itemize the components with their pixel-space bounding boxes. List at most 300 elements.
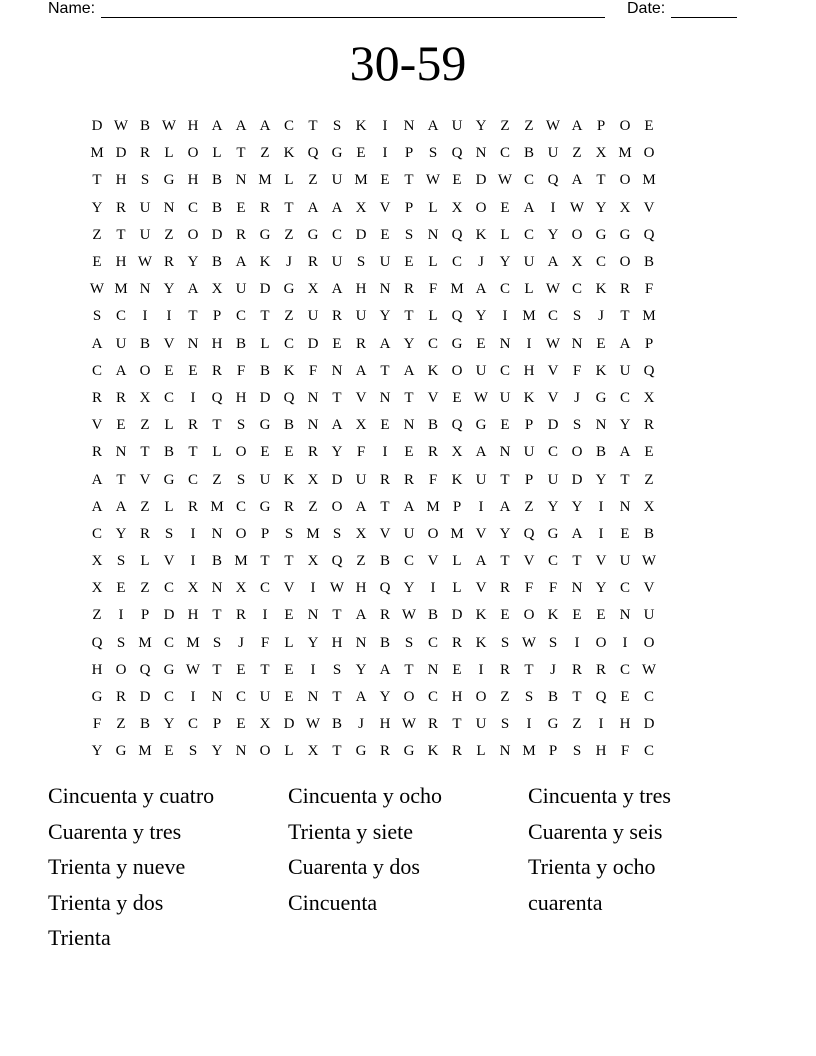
grid-letter[interactable]: Q [523, 525, 535, 542]
grid-letter[interactable]: C [427, 689, 438, 706]
grid-letter[interactable]: L [428, 308, 438, 325]
grid-letter[interactable]: E [572, 607, 582, 624]
grid-letter[interactable]: R [259, 199, 270, 216]
grid-letter[interactable]: R [91, 444, 102, 461]
grid-letter[interactable]: T [332, 689, 342, 706]
grid-letter[interactable]: X [235, 580, 247, 597]
grid-letter[interactable]: A [355, 607, 367, 624]
grid-letter[interactable]: R [355, 335, 366, 352]
grid-letter[interactable]: Q [451, 417, 463, 434]
grid-letter[interactable]: F [428, 281, 438, 298]
grid-letter[interactable]: E [404, 444, 414, 461]
grid-letter[interactable]: W [113, 118, 129, 135]
grid-letter[interactable]: Z [572, 716, 582, 733]
grid-letter[interactable]: C [427, 634, 438, 651]
grid-letter[interactable]: Z [524, 118, 534, 135]
grid-letter[interactable]: I [598, 716, 604, 733]
grid-letter[interactable]: S [500, 716, 510, 733]
grid-letter[interactable]: Y [475, 308, 487, 325]
grid-letter[interactable]: X [643, 389, 655, 406]
grid-letter[interactable]: C [571, 281, 582, 298]
grid-letter[interactable]: P [140, 607, 150, 624]
grid-letter[interactable]: L [476, 743, 486, 760]
grid-letter[interactable]: S [164, 525, 174, 542]
grid-letter[interactable]: G [307, 226, 319, 243]
grid-letter[interactable]: B [139, 716, 150, 733]
grid-letter[interactable]: E [236, 661, 246, 678]
grid-letter[interactable]: N [499, 743, 511, 760]
grid-letter[interactable]: Q [451, 226, 463, 243]
grid-letter[interactable]: L [164, 417, 174, 434]
grid-letter[interactable]: K [283, 471, 295, 488]
grid-letter[interactable]: O [115, 661, 127, 678]
grid-letter[interactable]: S [548, 634, 558, 651]
grid-letter[interactable]: R [403, 281, 414, 298]
grid-letter[interactable]: Y [331, 444, 343, 461]
grid-letter[interactable]: X [139, 389, 151, 406]
grid-letter[interactable]: A [547, 254, 559, 271]
grid-letter[interactable]: F [92, 716, 102, 733]
grid-letter[interactable]: G [91, 689, 103, 706]
grid-letter[interactable]: I [598, 525, 604, 542]
grid-letter[interactable]: V [427, 553, 439, 570]
grid-letter[interactable]: P [524, 471, 534, 488]
grid-letter[interactable]: N [163, 199, 175, 216]
grid-letter[interactable]: F [644, 281, 654, 298]
grid-letter[interactable]: I [574, 634, 580, 651]
grid-letter[interactable]: E [404, 254, 414, 271]
grid-letter[interactable]: T [212, 607, 222, 624]
grid-letter[interactable]: E [284, 607, 294, 624]
grid-letter[interactable]: A [379, 661, 391, 678]
grid-letter[interactable]: E [380, 172, 390, 189]
grid-letter[interactable]: S [572, 308, 582, 325]
grid-letter[interactable]: A [403, 362, 415, 379]
grid-letter[interactable]: J [478, 254, 484, 271]
grid-letter[interactable]: V [595, 553, 607, 570]
grid-letter[interactable]: Q [643, 362, 655, 379]
grid-letter[interactable]: A [331, 199, 343, 216]
grid-letter[interactable]: E [596, 335, 606, 352]
grid-letter[interactable]: B [259, 362, 270, 379]
grid-letter[interactable]: H [355, 281, 367, 298]
grid-letter[interactable]: C [163, 389, 174, 406]
grid-letter[interactable]: Z [284, 226, 294, 243]
grid-letter[interactable]: U [139, 226, 151, 243]
grid-letter[interactable]: T [332, 389, 342, 406]
grid-letter[interactable]: W [425, 172, 441, 189]
grid-letter[interactable]: I [502, 308, 508, 325]
grid-letter[interactable]: C [163, 689, 174, 706]
grid-letter[interactable]: I [526, 335, 532, 352]
grid-letter[interactable]: M [186, 634, 200, 651]
grid-letter[interactable]: X [211, 281, 223, 298]
grid-letter[interactable]: F [572, 362, 582, 379]
grid-letter[interactable]: E [236, 199, 246, 216]
grid-letter[interactable]: U [331, 254, 343, 271]
grid-letter[interactable]: Z [164, 226, 174, 243]
grid-letter[interactable]: R [235, 226, 246, 243]
grid-letter[interactable]: E [500, 607, 510, 624]
grid-letter[interactable]: Y [547, 498, 559, 515]
grid-letter[interactable]: V [139, 471, 151, 488]
grid-letter[interactable]: H [379, 716, 391, 733]
grid-letter[interactable]: B [427, 417, 438, 434]
grid-letter[interactable]: I [478, 661, 484, 678]
grid-letter[interactable]: M [234, 553, 248, 570]
grid-letter[interactable]: L [164, 498, 174, 515]
grid-letter[interactable]: T [188, 444, 198, 461]
grid-letter[interactable]: D [355, 226, 367, 243]
grid-letter[interactable]: Q [331, 553, 343, 570]
grid-letter[interactable]: U [451, 118, 463, 135]
grid-letter[interactable]: T [380, 498, 390, 515]
grid-letter[interactable]: X [643, 498, 655, 515]
grid-letter[interactable]: K [259, 254, 271, 271]
grid-letter[interactable]: A [475, 553, 487, 570]
grid-letter[interactable]: E [452, 172, 462, 189]
grid-letter[interactable]: P [644, 335, 654, 352]
grid-letter[interactable]: X [307, 281, 319, 298]
grid-letter[interactable]: Z [140, 417, 150, 434]
grid-letter[interactable]: Q [307, 145, 319, 162]
grid-letter[interactable]: O [187, 226, 199, 243]
grid-letter[interactable]: C [283, 118, 294, 135]
grid-letter[interactable]: E [164, 743, 174, 760]
grid-letter[interactable]: J [550, 661, 556, 678]
grid-letter[interactable]: A [259, 118, 271, 135]
grid-letter[interactable]: S [404, 634, 414, 651]
grid-letter[interactable]: T [596, 172, 606, 189]
grid-letter[interactable]: N [307, 389, 319, 406]
grid-letter[interactable]: N [211, 525, 223, 542]
grid-letter[interactable]: Q [379, 580, 391, 597]
grid-letter[interactable]: S [188, 743, 198, 760]
grid-letter[interactable]: M [522, 743, 536, 760]
grid-letter[interactable]: I [190, 389, 196, 406]
grid-letter[interactable]: K [595, 362, 607, 379]
grid-letter[interactable]: L [500, 226, 510, 243]
grid-letter[interactable]: R [643, 417, 654, 434]
grid-letter[interactable]: T [140, 444, 150, 461]
grid-letter[interactable]: F [308, 362, 318, 379]
grid-letter[interactable]: U [619, 553, 631, 570]
grid-letter[interactable]: R [619, 281, 630, 298]
grid-letter[interactable]: N [619, 607, 631, 624]
grid-letter[interactable]: Y [595, 199, 607, 216]
grid-letter[interactable]: H [211, 335, 223, 352]
grid-letter[interactable]: Y [403, 335, 415, 352]
grid-letter[interactable]: S [236, 471, 246, 488]
grid-letter[interactable]: O [259, 743, 271, 760]
grid-letter[interactable]: T [500, 553, 510, 570]
grid-letter[interactable]: T [572, 553, 582, 570]
grid-letter[interactable]: Z [500, 118, 510, 135]
grid-letter[interactable]: L [260, 335, 270, 352]
grid-letter[interactable]: E [452, 389, 462, 406]
grid-letter[interactable]: E [356, 145, 366, 162]
grid-letter[interactable]: D [451, 607, 463, 624]
grid-letter[interactable]: P [404, 145, 414, 162]
grid-letter[interactable]: O [187, 145, 199, 162]
grid-letter[interactable]: D [475, 172, 487, 189]
grid-letter[interactable]: M [354, 172, 368, 189]
grid-letter[interactable]: C [187, 199, 198, 216]
grid-letter[interactable]: U [619, 362, 631, 379]
grid-letter[interactable]: X [571, 254, 583, 271]
grid-letter[interactable]: Z [92, 607, 102, 624]
grid-letter[interactable]: Y [211, 743, 223, 760]
grid-letter[interactable]: S [284, 525, 294, 542]
grid-letter[interactable]: K [475, 634, 487, 651]
grid-letter[interactable]: L [212, 444, 222, 461]
grid-letter[interactable]: U [547, 471, 559, 488]
grid-letter[interactable]: Z [644, 471, 654, 488]
grid-letter[interactable]: V [643, 580, 655, 597]
grid-letter[interactable]: L [452, 580, 462, 597]
grid-letter[interactable]: J [574, 389, 580, 406]
grid-letter[interactable]: C [331, 226, 342, 243]
grid-letter[interactable]: I [550, 199, 556, 216]
grid-letter[interactable]: B [163, 444, 174, 461]
grid-letter[interactable]: C [163, 580, 174, 597]
grid-letter[interactable]: R [91, 389, 102, 406]
grid-letter[interactable]: G [163, 661, 175, 678]
grid-letter[interactable]: B [235, 335, 246, 352]
grid-letter[interactable]: Z [140, 580, 150, 597]
grid-letter[interactable]: Z [308, 498, 318, 515]
grid-letter[interactable]: W [641, 553, 657, 570]
grid-letter[interactable]: K [427, 743, 439, 760]
grid-letter[interactable]: Q [91, 634, 103, 651]
grid-letter[interactable]: E [284, 689, 294, 706]
grid-letter[interactable]: D [571, 471, 583, 488]
grid-letter[interactable]: W [521, 634, 537, 651]
grid-letter[interactable]: N [307, 689, 319, 706]
grid-letter[interactable]: N [307, 607, 319, 624]
grid-letter[interactable]: B [211, 254, 222, 271]
grid-letter[interactable]: C [235, 498, 246, 515]
grid-letter[interactable]: Y [499, 254, 511, 271]
grid-letter[interactable]: X [355, 525, 367, 542]
grid-letter[interactable]: X [307, 471, 319, 488]
grid-letter[interactable]: X [91, 580, 103, 597]
grid-letter[interactable]: C [499, 281, 510, 298]
grid-letter[interactable]: N [427, 661, 439, 678]
grid-letter[interactable]: E [188, 362, 198, 379]
grid-letter[interactable]: V [547, 389, 559, 406]
grid-letter[interactable]: R [451, 634, 462, 651]
grid-letter[interactable]: P [212, 308, 222, 325]
grid-letter[interactable]: C [451, 254, 462, 271]
grid-letter[interactable]: F [524, 580, 534, 597]
grid-letter[interactable]: U [523, 254, 535, 271]
grid-letter[interactable]: O [403, 689, 415, 706]
grid-letter[interactable]: M [426, 498, 440, 515]
grid-letter[interactable]: H [91, 661, 103, 678]
grid-letter[interactable]: Z [308, 172, 318, 189]
grid-letter[interactable]: M [642, 172, 656, 189]
grid-letter[interactable]: R [379, 607, 390, 624]
grid-letter[interactable]: R [499, 661, 510, 678]
grid-letter[interactable]: O [235, 525, 247, 542]
grid-letter[interactable]: R [235, 607, 246, 624]
grid-letter[interactable]: Z [284, 308, 294, 325]
grid-letter[interactable]: H [235, 389, 247, 406]
grid-letter[interactable]: L [284, 172, 294, 189]
grid-letter[interactable]: T [188, 308, 198, 325]
grid-letter[interactable]: E [332, 335, 342, 352]
grid-letter[interactable]: E [452, 661, 462, 678]
grid-letter[interactable]: V [379, 525, 391, 542]
grid-letter[interactable]: N [355, 634, 367, 651]
grid-letter[interactable]: T [620, 308, 630, 325]
grid-letter[interactable]: N [211, 689, 223, 706]
grid-letter[interactable]: E [260, 444, 270, 461]
grid-letter[interactable]: Q [595, 689, 607, 706]
grid-letter[interactable]: R [139, 145, 150, 162]
grid-letter[interactable]: E [620, 689, 630, 706]
grid-letter[interactable]: Y [571, 498, 583, 515]
grid-letter[interactable]: Y [475, 118, 487, 135]
grid-letter[interactable]: L [140, 553, 150, 570]
grid-letter[interactable]: X [451, 199, 463, 216]
grid-letter[interactable]: R [451, 743, 462, 760]
grid-letter[interactable]: M [450, 525, 464, 542]
grid-letter[interactable]: H [619, 716, 631, 733]
grid-letter[interactable]: U [403, 525, 415, 542]
grid-letter[interactable]: D [211, 226, 223, 243]
grid-letter[interactable]: F [548, 580, 558, 597]
grid-letter[interactable]: W [401, 716, 417, 733]
grid-letter[interactable]: M [450, 281, 464, 298]
grid-letter[interactable]: N [187, 335, 199, 352]
grid-letter[interactable]: S [572, 743, 582, 760]
grid-letter[interactable]: X [307, 553, 319, 570]
grid-letter[interactable]: H [115, 172, 127, 189]
grid-letter[interactable]: P [524, 417, 534, 434]
grid-letter[interactable]: E [644, 444, 654, 461]
grid-letter[interactable]: V [475, 580, 487, 597]
grid-letter[interactable]: B [211, 553, 222, 570]
grid-letter[interactable]: T [524, 661, 534, 678]
grid-letter[interactable]: Z [572, 145, 582, 162]
grid-letter[interactable]: N [115, 444, 127, 461]
grid-letter[interactable]: H [451, 689, 463, 706]
grid-letter[interactable]: K [523, 389, 535, 406]
grid-letter[interactable]: J [286, 254, 292, 271]
grid-letter[interactable]: W [641, 661, 657, 678]
grid-letter[interactable]: C [163, 634, 174, 651]
grid-letter[interactable]: D [139, 689, 151, 706]
grid-letter[interactable]: D [259, 281, 271, 298]
grid-letter[interactable]: E [284, 444, 294, 461]
grid-letter[interactable]: H [595, 743, 607, 760]
grid-letter[interactable]: U [307, 308, 319, 325]
grid-letter[interactable]: Z [92, 226, 102, 243]
grid-letter[interactable]: D [259, 389, 271, 406]
grid-letter[interactable]: L [524, 281, 534, 298]
grid-letter[interactable]: P [596, 118, 606, 135]
grid-letter[interactable]: G [547, 716, 559, 733]
grid-letter[interactable]: B [379, 553, 390, 570]
grid-letter[interactable]: G [259, 417, 271, 434]
grid-letter[interactable]: U [235, 281, 247, 298]
grid-letter[interactable]: T [116, 226, 126, 243]
grid-letter[interactable]: C [187, 471, 198, 488]
grid-letter[interactable]: C [619, 389, 630, 406]
grid-letter[interactable]: M [90, 145, 104, 162]
grid-letter[interactable]: M [618, 145, 632, 162]
grid-letter[interactable]: I [142, 308, 148, 325]
grid-letter[interactable]: V [163, 553, 175, 570]
grid-letter[interactable]: A [187, 281, 199, 298]
grid-letter[interactable]: G [163, 172, 175, 189]
grid-letter[interactable]: H [331, 634, 343, 651]
grid-letter[interactable]: F [236, 362, 246, 379]
grid-letter[interactable]: N [595, 417, 607, 434]
grid-letter[interactable]: N [379, 389, 391, 406]
grid-letter[interactable]: C [259, 580, 270, 597]
grid-letter[interactable]: N [235, 743, 247, 760]
grid-letter[interactable]: K [475, 607, 487, 624]
grid-letter[interactable]: A [235, 254, 247, 271]
grid-letter[interactable]: T [380, 362, 390, 379]
grid-letter[interactable]: C [91, 525, 102, 542]
grid-letter[interactable]: Y [91, 199, 103, 216]
grid-letter[interactable]: N [403, 118, 415, 135]
grid-letter[interactable]: O [643, 634, 655, 651]
grid-letter[interactable]: U [475, 362, 487, 379]
grid-letter[interactable]: G [163, 471, 175, 488]
grid-letter[interactable]: C [283, 335, 294, 352]
grid-letter[interactable]: Y [91, 743, 103, 760]
grid-letter[interactable]: R [115, 689, 126, 706]
grid-letter[interactable]: V [523, 553, 535, 570]
grid-letter[interactable]: V [643, 199, 655, 216]
grid-letter[interactable]: Q [283, 389, 295, 406]
grid-letter[interactable]: W [545, 335, 561, 352]
grid-letter[interactable]: C [619, 580, 630, 597]
grid-letter[interactable]: O [331, 498, 343, 515]
grid-letter[interactable]: B [595, 444, 606, 461]
grid-letter[interactable]: Y [163, 281, 175, 298]
grid-letter[interactable]: N [403, 417, 415, 434]
grid-letter[interactable]: G [355, 743, 367, 760]
grid-letter[interactable]: I [526, 716, 532, 733]
grid-letter[interactable]: M [522, 308, 536, 325]
grid-letter[interactable]: R [499, 580, 510, 597]
grid-letter[interactable]: N [571, 580, 583, 597]
grid-letter[interactable]: E [284, 661, 294, 678]
grid-letter[interactable]: I [478, 498, 484, 515]
grid-letter[interactable]: L [452, 553, 462, 570]
grid-letter[interactable]: D [91, 118, 103, 135]
grid-letter[interactable]: T [308, 118, 318, 135]
grid-letter[interactable]: V [163, 335, 175, 352]
grid-letter[interactable]: T [404, 308, 414, 325]
grid-letter[interactable]: T [92, 172, 102, 189]
grid-letter[interactable]: D [643, 716, 655, 733]
grid-letter[interactable]: B [211, 172, 222, 189]
grid-letter[interactable]: C [235, 308, 246, 325]
grid-letter[interactable]: A [571, 172, 583, 189]
grid-letter[interactable]: R [403, 471, 414, 488]
grid-letter[interactable]: O [571, 226, 583, 243]
grid-letter[interactable]: P [548, 743, 558, 760]
grid-letter[interactable]: O [571, 444, 583, 461]
grid-letter[interactable]: B [427, 607, 438, 624]
